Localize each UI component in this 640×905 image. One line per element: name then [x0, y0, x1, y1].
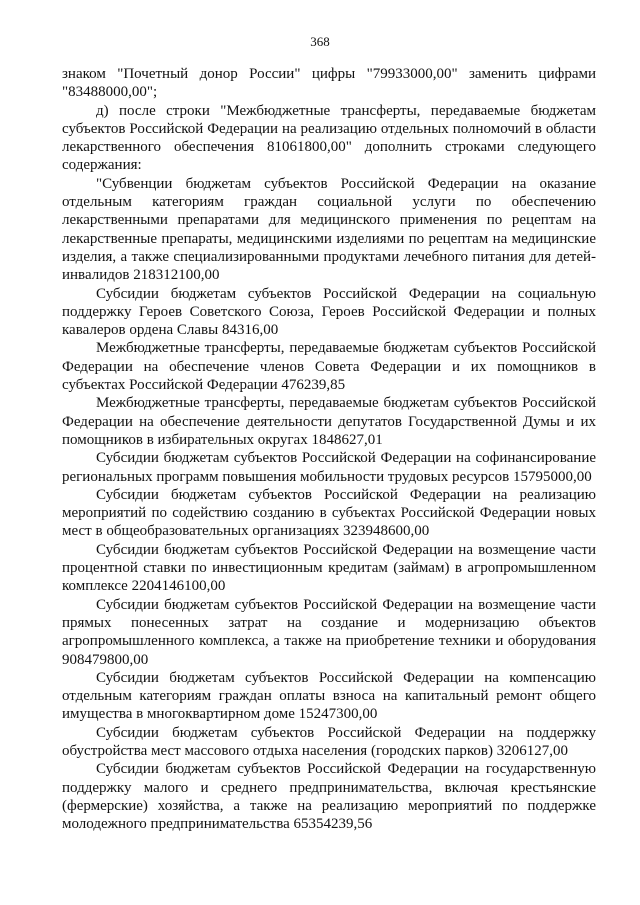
paragraph-subventions-medicines: "Субвенции бюджетам субъектов Российской Федерации на оказание отдельным категориям граждан социальной услуги по обеспечению лекарственными препаратами для медицинского применения по рецептам на лекарственные препараты, медицинскими изделиями по рецептам на медицинские изделия, а также специализированными продуктами лечебного питания для детей-инвалидов 218312100,00	[62, 175, 596, 284]
paragraph-subsidies-labor-mobility: Субсидии бюджетам субъектов Российской Федерации на софинансирование региональных программ повышения мобильности трудовых ресурсов 15795000,00	[62, 450, 596, 485]
paragraph-continuation: знаком "Почетный донор России" цифры "79933000,00" заменить цифрами "83488000,00";	[62, 66, 596, 101]
paragraph-subsidies-agro-modernization: Субсидии бюджетам субъектов Российской Федерации на возмещение части прямых понесенных затрат на создание и модернизацию объектов агропромышленного комплекса, а также на приобретение техники и оборудования 908479800,00	[62, 596, 596, 668]
page-number: 368	[310, 34, 330, 49]
paragraph-subsidies-city-parks: Субсидии бюджетам субъектов Российской Федерации на поддержку обустройства мест массового отдыха населения (городских парков) 3206127,00	[62, 724, 596, 759]
paragraph-subsidies-small-business: Субсидии бюджетам субъектов Российской Федерации на государственную поддержку малого и среднего предпринимательства, включая крестьянские (фермерские) хозяйства, а также на реализацию мероприятий по поддержке молодежного предпринимательства 65354239,56	[62, 761, 596, 833]
document-body	[62, 65, 596, 833]
paragraph-amendment-d: д) после строки "Межбюджетные трансферты, передаваемые бюджетам субъектов Российской Федерации на реализацию отдельных полномочий в области лекарственного обеспечения 81061800,00" дополнить строками следующего содержания:	[62, 102, 596, 174]
paragraph-subsidies-capital-repair: Субсидии бюджетам субъектов Российской Федерации на компенсацию отдельным категориям граждан оплаты взноса на капитальный ремонт общего имущества в многоквартирном доме 15247300,00	[62, 669, 596, 723]
paragraph-subsidies-interest-rate: Субсидии бюджетам субъектов Российской Федерации на возмещение части процентной ставки по инвестиционным кредитам (займам) в агропромышленном комплексе 2204146100,00	[62, 541, 596, 595]
paragraph-subsidies-heroes: Субсидии бюджетам субъектов Российской Федерации на социальную поддержку Героев Советского Союза, Героев Российской Федерации и полных кавалеров ордена Славы 84316,00	[62, 285, 596, 339]
paragraph-transfers-federation-council: Межбюджетные трансферты, передаваемые бюджетам субъектов Российской Федерации на обеспечение членов Совета Федерации и их помощников в субъектах Российской Федерации 476239,85	[62, 340, 596, 394]
paragraph-transfers-state-duma: Межбюджетные трансферты, передаваемые бюджетам субъектов Российской Федерации на обеспечение деятельности депутатов Государственной Думы и их помощников в избирательных округах 1848627,01	[62, 395, 596, 448]
paragraph-subsidies-school-places: Субсидии бюджетам субъектов Российской Федерации на реализацию мероприятий по содействию созданию в субъектах Российской Федерации новых мест в общеобразовательных организациях 323948600,00	[62, 486, 596, 540]
